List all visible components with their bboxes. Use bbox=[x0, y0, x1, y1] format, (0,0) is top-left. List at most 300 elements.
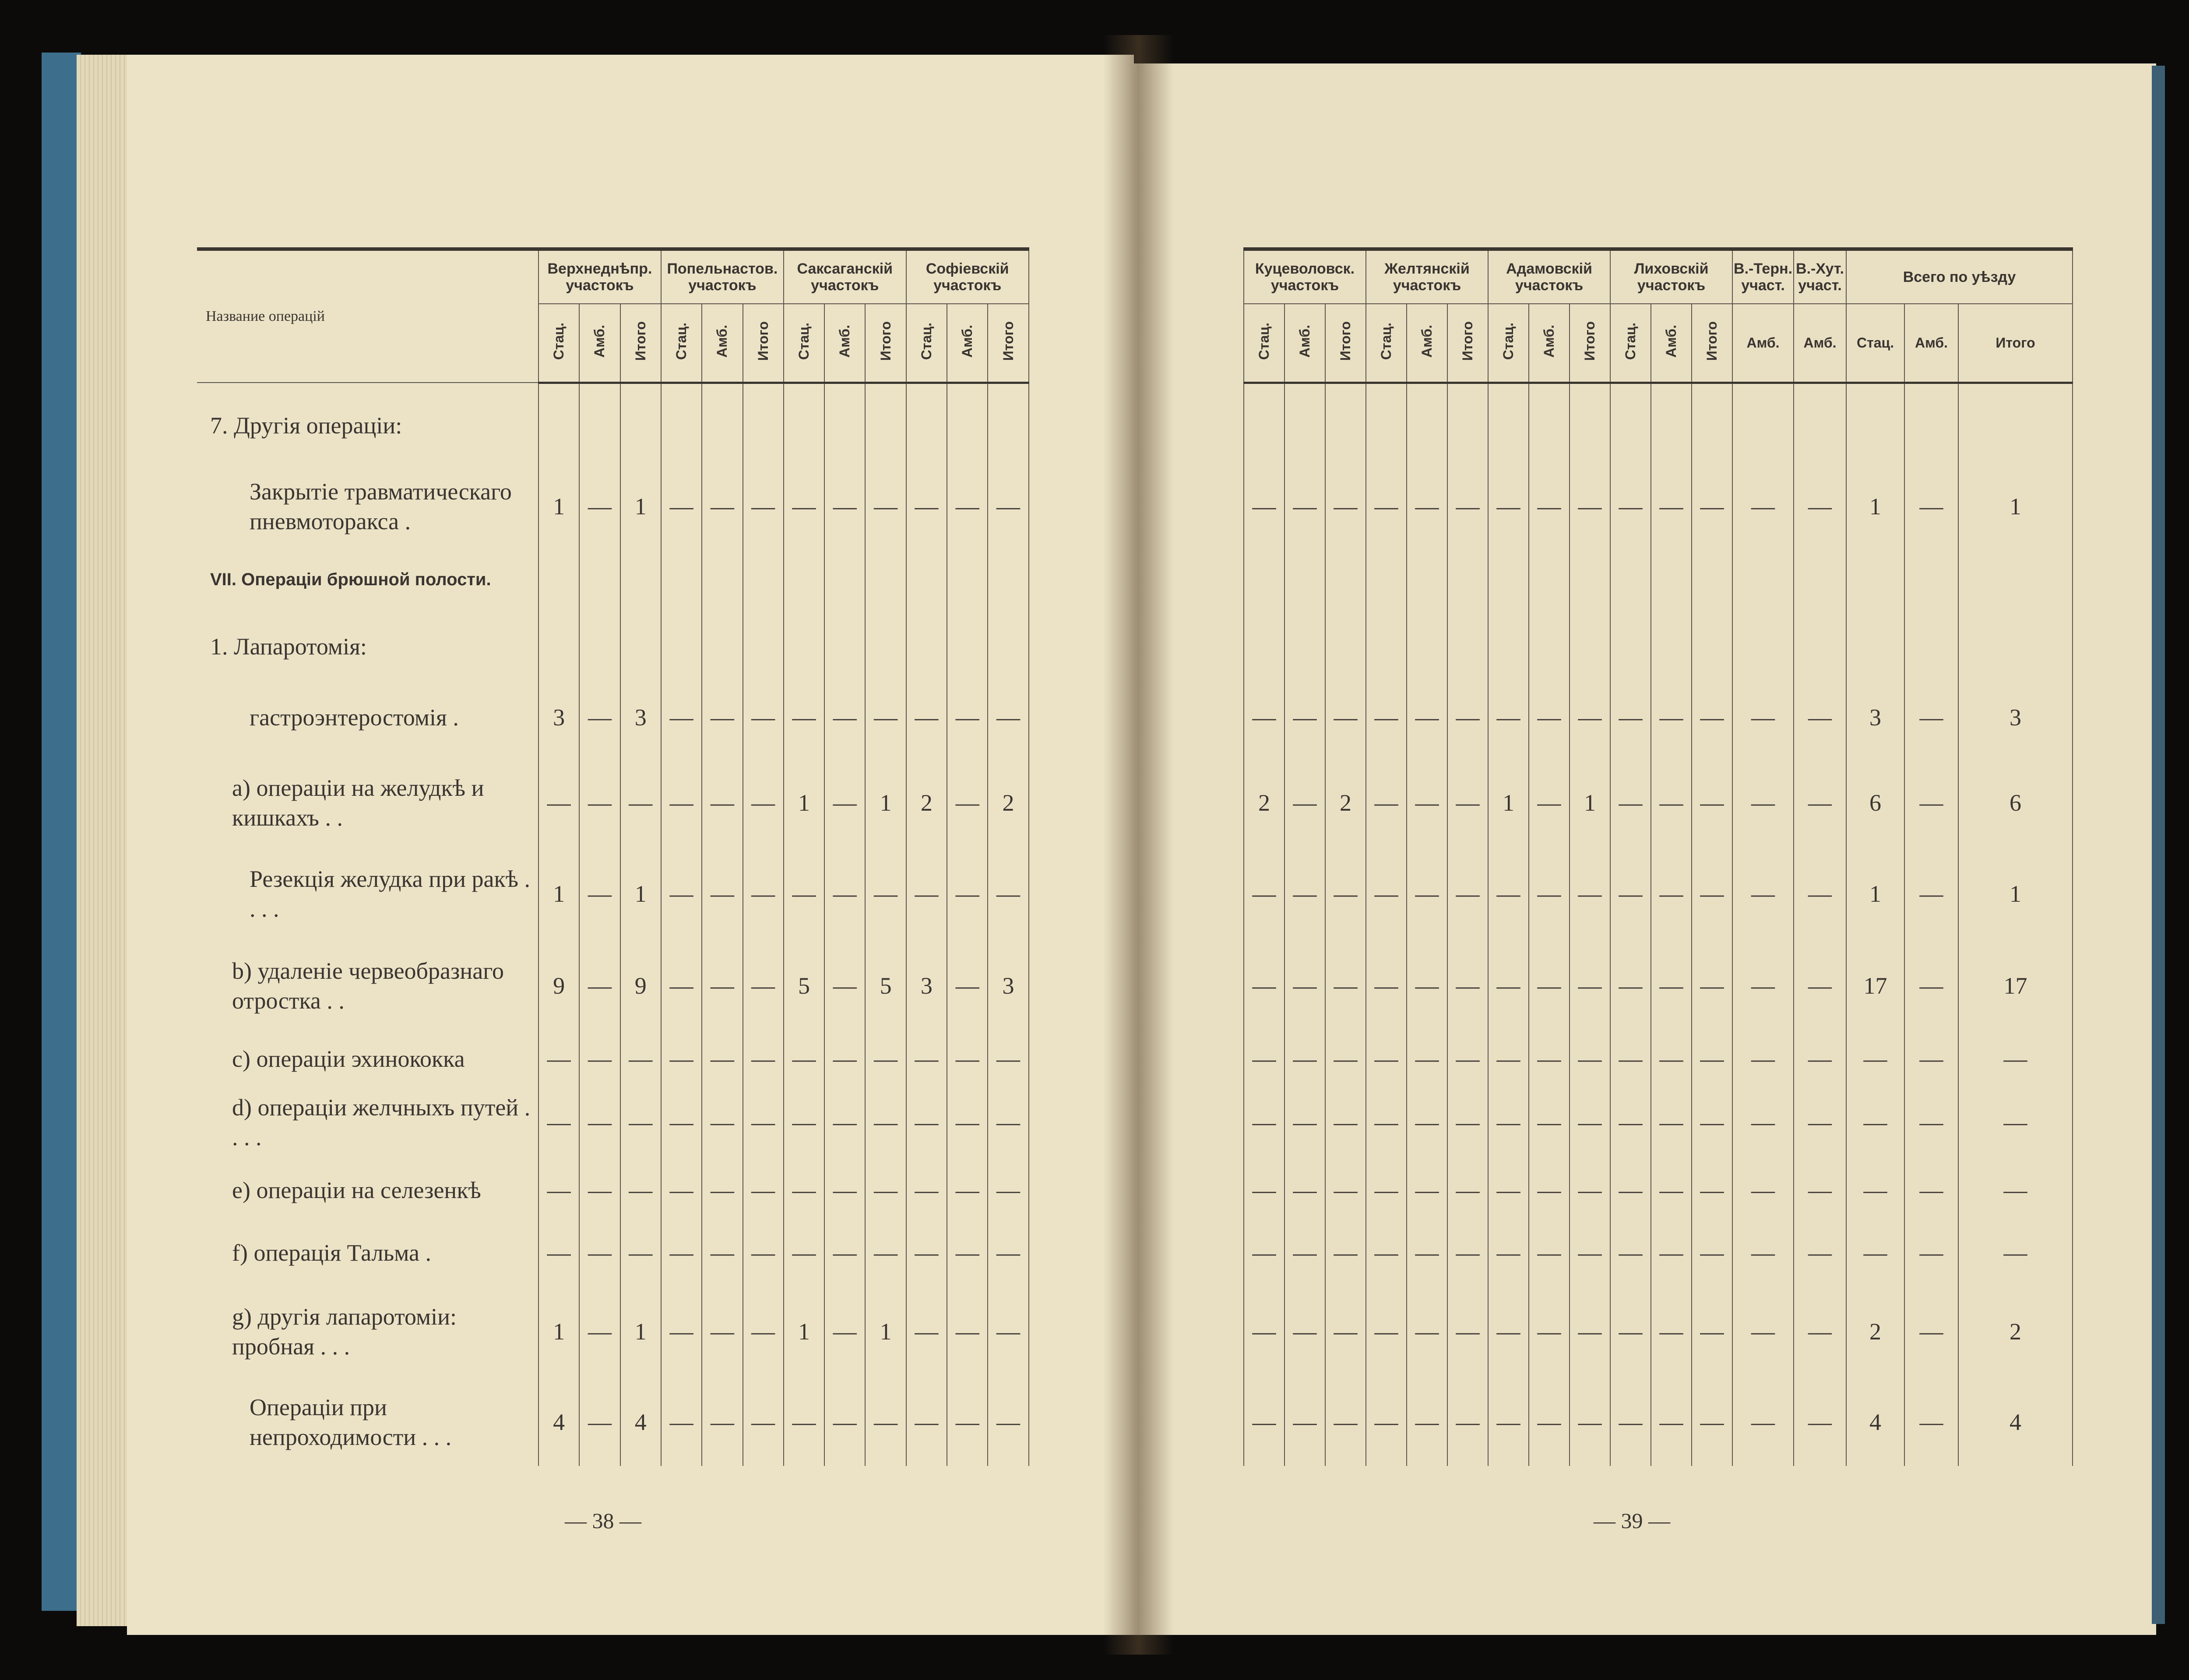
data-cell: — bbox=[824, 1284, 865, 1378]
page-edges bbox=[77, 55, 134, 1626]
data-cell: — bbox=[702, 757, 743, 849]
data-cell: — bbox=[865, 468, 906, 545]
data-cell: — bbox=[702, 678, 743, 757]
data-cell: — bbox=[1732, 849, 1794, 938]
data-cell: 3 bbox=[538, 678, 579, 757]
data-cell: 2 bbox=[1846, 1284, 1904, 1378]
data-cell: — bbox=[661, 1378, 702, 1466]
data-cell bbox=[1958, 545, 2073, 615]
data-cell: — bbox=[1692, 757, 1732, 849]
data-cell bbox=[1325, 615, 1366, 678]
data-cell: — bbox=[743, 757, 784, 849]
data-cell bbox=[743, 615, 784, 678]
data-cell: — bbox=[702, 1221, 743, 1284]
data-cell: — bbox=[1794, 1284, 1846, 1378]
data-cell: — bbox=[906, 1033, 947, 1085]
data-cell: — bbox=[1570, 1378, 1610, 1466]
data-cell: — bbox=[1570, 1284, 1610, 1378]
data-cell: — bbox=[1794, 938, 1846, 1033]
subcolumn-header bbox=[579, 304, 620, 383]
data-cell: — bbox=[947, 1284, 988, 1378]
subcolumn-header bbox=[661, 304, 702, 383]
data-cell bbox=[620, 615, 661, 678]
data-cell: — bbox=[579, 1033, 620, 1085]
data-cell: — bbox=[824, 849, 865, 938]
table-row bbox=[197, 678, 1029, 757]
data-cell bbox=[824, 545, 865, 615]
table-row bbox=[1244, 615, 2073, 678]
operation-name: c) операціи эхинококка bbox=[197, 1033, 538, 1085]
data-cell: — bbox=[1244, 849, 1285, 938]
data-cell: — bbox=[620, 1221, 661, 1284]
district-header: Куцеволовск. участокъ bbox=[1244, 249, 1366, 304]
data-cell bbox=[1610, 615, 1651, 678]
subcolumn-header bbox=[1447, 304, 1488, 383]
table-row bbox=[1244, 1160, 2073, 1221]
data-cell: — bbox=[1366, 1085, 1407, 1160]
data-cell bbox=[661, 383, 702, 468]
data-cell: — bbox=[1732, 938, 1794, 1033]
data-cell bbox=[1692, 615, 1732, 678]
data-cell bbox=[1651, 383, 1692, 468]
data-cell: 3 bbox=[1958, 678, 2073, 757]
data-cell: 9 bbox=[538, 938, 579, 1033]
data-cell: — bbox=[865, 1033, 906, 1085]
data-cell: — bbox=[579, 1284, 620, 1378]
subcolumn-header bbox=[784, 304, 824, 383]
data-cell: — bbox=[1447, 849, 1488, 938]
data-cell: — bbox=[1904, 1160, 1958, 1221]
data-cell: — bbox=[1366, 938, 1407, 1033]
data-cell: — bbox=[824, 468, 865, 545]
data-cell: — bbox=[1904, 1033, 1958, 1085]
data-cell: — bbox=[1285, 468, 1325, 545]
data-cell: — bbox=[661, 1160, 702, 1221]
data-cell: — bbox=[988, 468, 1028, 545]
data-cell: — bbox=[1651, 1033, 1692, 1085]
data-cell: — bbox=[1488, 1033, 1529, 1085]
subcolumn-label: Итого bbox=[877, 321, 894, 361]
data-cell: — bbox=[538, 1160, 579, 1221]
data-cell: — bbox=[1610, 1085, 1651, 1160]
data-cell: — bbox=[1285, 938, 1325, 1033]
data-cell: — bbox=[1570, 468, 1610, 545]
data-cell: — bbox=[661, 1284, 702, 1378]
data-cell: — bbox=[1732, 1033, 1794, 1085]
data-cell bbox=[1529, 545, 1570, 615]
data-cell: — bbox=[1285, 1378, 1325, 1466]
left-operations-table bbox=[197, 247, 1029, 1466]
data-cell bbox=[988, 615, 1028, 678]
data-cell: — bbox=[1325, 1378, 1366, 1466]
district-header: Саксаганскій участокъ bbox=[784, 249, 906, 304]
data-cell bbox=[1904, 383, 1958, 468]
data-cell: — bbox=[784, 1160, 824, 1221]
table-row bbox=[1244, 849, 2073, 938]
data-cell bbox=[865, 615, 906, 678]
table-row bbox=[1244, 383, 2073, 468]
data-cell: — bbox=[1447, 1160, 1488, 1221]
data-cell bbox=[1904, 545, 1958, 615]
subcolumn-header bbox=[865, 304, 906, 383]
data-cell: — bbox=[824, 938, 865, 1033]
subcolumn-label: Итого bbox=[1460, 321, 1475, 361]
data-cell: 1 bbox=[620, 1284, 661, 1378]
data-cell: 1 bbox=[865, 1284, 906, 1378]
data-cell bbox=[1488, 615, 1529, 678]
data-cell: — bbox=[1407, 1221, 1447, 1284]
data-cell: — bbox=[1447, 1033, 1488, 1085]
data-cell bbox=[1904, 615, 1958, 678]
operation-name: f) операція Тальма . bbox=[197, 1221, 538, 1284]
data-cell bbox=[702, 383, 743, 468]
district-header: В.-Терн. участ. bbox=[1732, 249, 1794, 304]
data-cell: — bbox=[1904, 468, 1958, 545]
data-cell: — bbox=[743, 1160, 784, 1221]
data-cell: — bbox=[1610, 938, 1651, 1033]
data-cell bbox=[1794, 615, 1846, 678]
data-cell: — bbox=[1692, 938, 1732, 1033]
data-cell: — bbox=[1447, 938, 1488, 1033]
subcolumn-label: Амб. bbox=[1297, 324, 1313, 358]
data-cell: — bbox=[1692, 678, 1732, 757]
data-cell: — bbox=[743, 1221, 784, 1284]
data-cell bbox=[1244, 545, 1285, 615]
subcolumn-header bbox=[824, 304, 865, 383]
data-cell bbox=[1958, 615, 2073, 678]
data-cell: — bbox=[1651, 1221, 1692, 1284]
subcolumn-label: Стац. bbox=[1622, 322, 1639, 360]
data-cell: — bbox=[1447, 757, 1488, 849]
data-cell: — bbox=[1488, 678, 1529, 757]
data-cell: — bbox=[947, 1033, 988, 1085]
data-cell: — bbox=[1846, 1160, 1904, 1221]
data-cell bbox=[1651, 615, 1692, 678]
table-row bbox=[1244, 1284, 2073, 1378]
data-cell: — bbox=[1846, 1033, 1904, 1085]
subcolumn-header: Амб. bbox=[1904, 304, 1958, 383]
data-cell: — bbox=[1325, 678, 1366, 757]
data-cell: — bbox=[1651, 1085, 1692, 1160]
data-cell: 1 bbox=[538, 1284, 579, 1378]
data-cell bbox=[784, 545, 824, 615]
data-cell: — bbox=[743, 1284, 784, 1378]
data-cell bbox=[865, 545, 906, 615]
data-cell: — bbox=[988, 1221, 1028, 1284]
data-cell: — bbox=[1244, 1284, 1285, 1378]
table-row bbox=[197, 757, 1029, 849]
data-cell: — bbox=[1958, 1160, 2073, 1221]
data-cell: — bbox=[947, 678, 988, 757]
data-cell: — bbox=[702, 1378, 743, 1466]
data-cell: — bbox=[1732, 1378, 1794, 1466]
data-cell: 1 bbox=[538, 468, 579, 545]
data-cell: — bbox=[743, 678, 784, 757]
data-cell: — bbox=[824, 1033, 865, 1085]
district-header: В.-Хут. участ. bbox=[1794, 249, 1846, 304]
data-cell bbox=[579, 545, 620, 615]
data-cell bbox=[1610, 545, 1651, 615]
data-cell bbox=[1407, 615, 1447, 678]
data-cell: — bbox=[824, 757, 865, 849]
table-row bbox=[1244, 678, 2073, 757]
data-cell: — bbox=[1610, 1160, 1651, 1221]
data-cell: — bbox=[1794, 1378, 1846, 1466]
data-cell: 3 bbox=[620, 678, 661, 757]
data-cell: — bbox=[579, 1085, 620, 1160]
subcolumn-label: Итого bbox=[1337, 321, 1353, 361]
data-cell: — bbox=[1846, 1085, 1904, 1160]
table-row bbox=[197, 383, 1029, 468]
data-cell: — bbox=[1529, 1284, 1570, 1378]
data-cell: — bbox=[1692, 1221, 1732, 1284]
data-cell: — bbox=[1285, 1160, 1325, 1221]
table-row bbox=[197, 849, 1029, 938]
data-cell: — bbox=[1904, 757, 1958, 849]
data-cell bbox=[702, 545, 743, 615]
subcolumn-header bbox=[743, 304, 784, 383]
data-cell: 1 bbox=[1570, 757, 1610, 849]
data-cell: — bbox=[1651, 678, 1692, 757]
subcolumn-header bbox=[1407, 304, 1447, 383]
data-cell: — bbox=[906, 1378, 947, 1466]
data-cell: — bbox=[538, 757, 579, 849]
data-cell bbox=[1366, 615, 1407, 678]
data-cell bbox=[1285, 615, 1325, 678]
data-cell: — bbox=[865, 1160, 906, 1221]
data-cell: — bbox=[1285, 1284, 1325, 1378]
data-cell: 9 bbox=[620, 938, 661, 1033]
data-cell: — bbox=[1904, 938, 1958, 1033]
data-cell: — bbox=[743, 849, 784, 938]
table-row bbox=[197, 1033, 1029, 1085]
data-cell: — bbox=[661, 757, 702, 849]
data-cell: — bbox=[906, 1160, 947, 1221]
data-cell: — bbox=[1692, 849, 1732, 938]
data-cell: — bbox=[538, 1033, 579, 1085]
data-cell: — bbox=[1366, 468, 1407, 545]
table-row bbox=[1244, 468, 2073, 545]
subcolumn-label: Стац. bbox=[918, 322, 934, 360]
data-cell: — bbox=[1529, 938, 1570, 1033]
data-cell: — bbox=[1651, 757, 1692, 849]
data-cell: — bbox=[1794, 678, 1846, 757]
data-cell: 2 bbox=[1325, 757, 1366, 849]
data-cell: — bbox=[1846, 1221, 1904, 1284]
data-cell: — bbox=[865, 1378, 906, 1466]
data-cell: — bbox=[1732, 1160, 1794, 1221]
table-row bbox=[197, 468, 1029, 545]
data-cell: — bbox=[579, 1221, 620, 1284]
data-cell bbox=[1846, 615, 1904, 678]
data-cell: — bbox=[1407, 678, 1447, 757]
data-cell: — bbox=[1651, 1284, 1692, 1378]
data-cell bbox=[1692, 545, 1732, 615]
data-cell: — bbox=[702, 1160, 743, 1221]
data-cell bbox=[1529, 615, 1570, 678]
table-row bbox=[197, 1378, 1029, 1466]
data-cell: — bbox=[865, 678, 906, 757]
data-cell: — bbox=[538, 1085, 579, 1160]
data-cell: — bbox=[1447, 1378, 1488, 1466]
data-cell: 4 bbox=[538, 1378, 579, 1466]
data-cell bbox=[865, 383, 906, 468]
data-cell: — bbox=[579, 678, 620, 757]
operation-name: Операціи при непроходимости . . . bbox=[197, 1378, 538, 1466]
data-cell: — bbox=[1325, 1160, 1366, 1221]
data-cell: 6 bbox=[1958, 757, 2073, 849]
data-cell: — bbox=[661, 938, 702, 1033]
subcolumn-label: Амб. bbox=[714, 324, 730, 358]
data-cell: — bbox=[1447, 1284, 1488, 1378]
data-cell: — bbox=[1692, 1284, 1732, 1378]
data-cell: — bbox=[947, 1160, 988, 1221]
data-cell: — bbox=[1325, 1085, 1366, 1160]
data-cell: — bbox=[1904, 1284, 1958, 1378]
table-row bbox=[197, 1221, 1029, 1284]
data-cell bbox=[538, 615, 579, 678]
data-cell bbox=[1244, 615, 1285, 678]
data-cell bbox=[1794, 383, 1846, 468]
subcolumn-header bbox=[947, 304, 988, 383]
data-cell: 2 bbox=[1958, 1284, 2073, 1378]
data-cell bbox=[1958, 383, 2073, 468]
data-cell: — bbox=[784, 1085, 824, 1160]
data-cell: — bbox=[1366, 1378, 1407, 1466]
table-row bbox=[1244, 1085, 2073, 1160]
operation-name: VII. Операціи брюшной полости. bbox=[197, 545, 538, 615]
data-cell bbox=[1407, 545, 1447, 615]
data-cell: — bbox=[579, 1160, 620, 1221]
data-cell: — bbox=[784, 468, 824, 545]
data-cell: — bbox=[947, 468, 988, 545]
data-cell bbox=[784, 383, 824, 468]
subcolumn-header: Амб. bbox=[1794, 304, 1846, 383]
operation-name: b) удаленіе червеобразнаго отростка . . bbox=[197, 938, 538, 1033]
operation-name: 1. Лапаротомія: bbox=[197, 615, 538, 678]
subcolumn-header bbox=[538, 304, 579, 383]
data-cell: — bbox=[784, 1378, 824, 1466]
right-operations-table bbox=[1243, 247, 2073, 1466]
data-cell: — bbox=[1692, 1160, 1732, 1221]
district-header: Софіевскій участокъ bbox=[906, 249, 1029, 304]
data-cell: — bbox=[661, 678, 702, 757]
data-cell: — bbox=[579, 938, 620, 1033]
data-cell bbox=[1407, 383, 1447, 468]
data-cell: 1 bbox=[1958, 468, 2073, 545]
data-cell: — bbox=[947, 1221, 988, 1284]
data-cell bbox=[1366, 383, 1407, 468]
data-cell bbox=[1325, 383, 1366, 468]
data-cell bbox=[906, 545, 947, 615]
data-cell: — bbox=[1904, 849, 1958, 938]
data-cell: — bbox=[743, 1085, 784, 1160]
data-cell: — bbox=[1244, 1085, 1285, 1160]
data-cell: — bbox=[1447, 468, 1488, 545]
data-cell: — bbox=[1529, 849, 1570, 938]
data-cell bbox=[1651, 545, 1692, 615]
data-cell: — bbox=[988, 1284, 1028, 1378]
table-row bbox=[1244, 757, 2073, 849]
data-cell: 4 bbox=[1958, 1378, 2073, 1466]
page-number-left: — 38 — bbox=[565, 1508, 641, 1533]
data-cell: — bbox=[865, 849, 906, 938]
subcolumn-header bbox=[702, 304, 743, 383]
data-cell bbox=[1846, 383, 1904, 468]
data-cell bbox=[1529, 383, 1570, 468]
table-row bbox=[1244, 1033, 2073, 1085]
data-cell: — bbox=[1407, 938, 1447, 1033]
data-cell bbox=[947, 615, 988, 678]
data-cell: — bbox=[1610, 849, 1651, 938]
subcolumn-header bbox=[1285, 304, 1325, 383]
data-cell: — bbox=[1407, 757, 1447, 849]
data-cell bbox=[947, 545, 988, 615]
data-cell: — bbox=[865, 1085, 906, 1160]
data-cell bbox=[1244, 383, 1285, 468]
subcolumn-header bbox=[1570, 304, 1610, 383]
subcolumn-label: Стац. bbox=[551, 322, 567, 360]
data-cell: — bbox=[1692, 1378, 1732, 1466]
subcolumn-header bbox=[1244, 304, 1285, 383]
data-cell: — bbox=[947, 1378, 988, 1466]
subcolumn-label: Стац. bbox=[795, 322, 812, 360]
data-cell: 2 bbox=[1244, 757, 1285, 849]
data-cell: — bbox=[906, 1085, 947, 1160]
data-cell: — bbox=[824, 1160, 865, 1221]
data-cell: — bbox=[1904, 1378, 1958, 1466]
data-cell bbox=[1570, 545, 1610, 615]
data-cell: — bbox=[1651, 849, 1692, 938]
subcolumn-label: Стац. bbox=[1256, 322, 1272, 360]
operation-name: a) операціи на желудкѣ и кишкахъ . . bbox=[197, 757, 538, 849]
data-cell bbox=[824, 615, 865, 678]
data-cell: — bbox=[1285, 678, 1325, 757]
data-cell: — bbox=[743, 1033, 784, 1085]
data-cell: — bbox=[1529, 1221, 1570, 1284]
data-cell: — bbox=[1488, 1221, 1529, 1284]
data-cell: — bbox=[1794, 849, 1846, 938]
data-cell: — bbox=[1904, 1085, 1958, 1160]
district-header: Желтянскій участокъ bbox=[1366, 249, 1488, 304]
table-row bbox=[1244, 1221, 2073, 1284]
data-cell: — bbox=[1529, 468, 1570, 545]
data-cell: — bbox=[538, 1221, 579, 1284]
data-cell: — bbox=[661, 849, 702, 938]
data-cell bbox=[988, 545, 1028, 615]
subcolumn-label: Стац. bbox=[1378, 322, 1394, 360]
data-cell: — bbox=[1244, 1378, 1285, 1466]
data-cell bbox=[743, 545, 784, 615]
data-cell bbox=[1692, 383, 1732, 468]
data-cell: — bbox=[1366, 849, 1407, 938]
data-cell: — bbox=[620, 1033, 661, 1085]
data-cell: — bbox=[1529, 1378, 1570, 1466]
data-cell: — bbox=[988, 849, 1028, 938]
data-cell: 1 bbox=[865, 757, 906, 849]
data-cell: — bbox=[1794, 1160, 1846, 1221]
subcolumn-label: Амб. bbox=[959, 324, 975, 358]
data-cell: — bbox=[1407, 1033, 1447, 1085]
data-cell bbox=[1570, 615, 1610, 678]
data-cell bbox=[661, 615, 702, 678]
data-cell bbox=[1366, 545, 1407, 615]
subcolumn-header bbox=[1325, 304, 1366, 383]
data-cell: — bbox=[824, 1085, 865, 1160]
data-cell: 1 bbox=[784, 1284, 824, 1378]
data-cell: — bbox=[1958, 1085, 2073, 1160]
data-cell: — bbox=[1610, 468, 1651, 545]
